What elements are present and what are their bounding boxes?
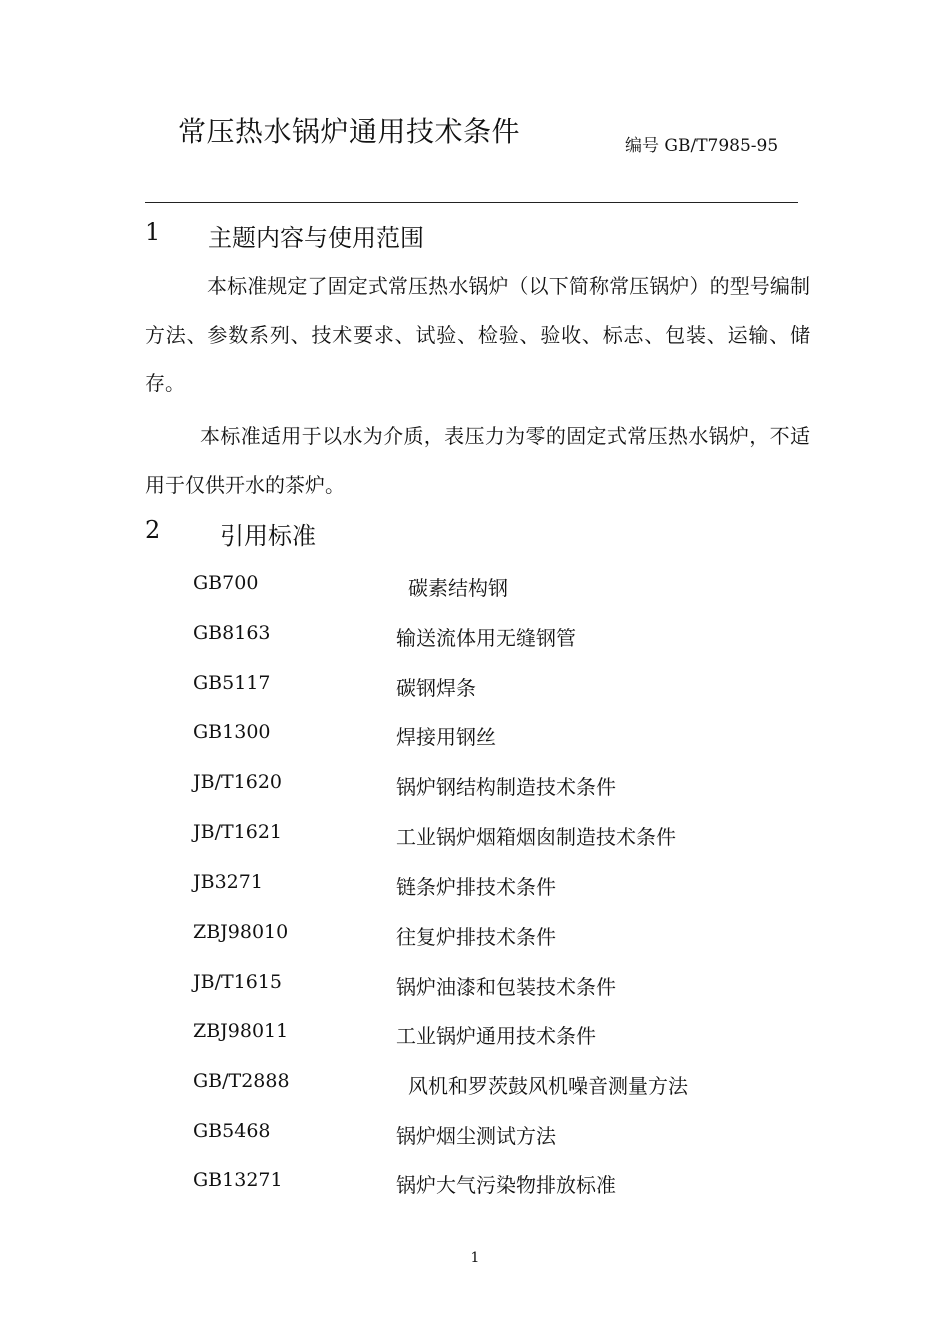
section-1-paragraph-1: 本标准规定了固定式常压热水锅炉（以下简称常压锅炉）的型号编制方法、参数系列、技术要求、试验、检验、验收、标志、包装、运输、储存。 (145, 274, 810, 395)
document-number: 编号 GB/T7985-95 (625, 136, 779, 156)
reference-row (0, 572, 950, 612)
reference-code: ZBJ98010 (193, 921, 289, 943)
section-2-number: 2 (145, 516, 161, 544)
reference-name: 锅炉大气污染物排放标准 (396, 1173, 616, 1197)
reference-name: 锅炉烟尘测试方法 (396, 1124, 556, 1148)
reference-code: GB5468 (193, 1120, 271, 1142)
reference-code: JB/T1621 (193, 821, 283, 843)
reference-name: 风机和罗茨鼓风机噪音测量方法 (408, 1074, 688, 1098)
section-1-number: 1 (145, 218, 161, 246)
reference-code: GB/T2888 (193, 1070, 290, 1092)
reference-row (0, 672, 950, 712)
reference-name: 锅炉钢结构制造技术条件 (396, 775, 616, 799)
document-title: 常压热水锅炉通用技术条件 (178, 115, 521, 148)
section-1-paragraph-2: 本标准适用于以水为介质，表压力为零的固定式常压热水锅炉，不适用于仅供开水的茶炉。 (145, 424, 810, 497)
reference-row (0, 1169, 950, 1209)
reference-code: GB8163 (193, 622, 271, 644)
reference-name: 碳钢焊条 (396, 676, 476, 700)
reference-row (0, 871, 950, 911)
section-1-title: 主题内容与使用范围 (208, 224, 424, 252)
reference-code: JB/T1620 (193, 771, 283, 793)
reference-code: ZBJ98011 (193, 1020, 289, 1042)
reference-name: 输送流体用无缝钢管 (396, 626, 576, 650)
reference-name: 锅炉油漆和包装技术条件 (396, 975, 616, 999)
reference-row (0, 721, 950, 761)
reference-name: 工业锅炉烟箱烟囱制造技术条件 (396, 825, 676, 849)
reference-name: 链条炉排技术条件 (396, 875, 556, 899)
reference-code: GB5117 (193, 672, 271, 694)
reference-row (0, 1120, 950, 1160)
header-divider (145, 202, 798, 203)
reference-code: GB13271 (193, 1169, 283, 1191)
section-2-title: 引用标准 (220, 522, 316, 550)
section-1-heading (0, 218, 950, 252)
reference-row (0, 622, 950, 662)
reference-code: JB/T1615 (193, 971, 283, 993)
reference-row (0, 821, 950, 861)
section-2-heading (0, 516, 950, 550)
reference-row (0, 971, 950, 1011)
reference-row (0, 1070, 950, 1110)
reference-name: 焊接用钢丝 (396, 725, 496, 749)
reference-code: JB3271 (193, 871, 263, 893)
reference-name: 碳素结构钢 (408, 576, 508, 600)
reference-code: GB700 (193, 572, 259, 594)
reference-name: 往复炉排技术条件 (396, 925, 556, 949)
reference-name: 工业锅炉通用技术条件 (396, 1024, 596, 1048)
page-number: 1 (470, 1250, 480, 1266)
reference-row (0, 921, 950, 961)
reference-code: GB1300 (193, 721, 271, 743)
reference-row (0, 1020, 950, 1060)
reference-row (0, 771, 950, 811)
